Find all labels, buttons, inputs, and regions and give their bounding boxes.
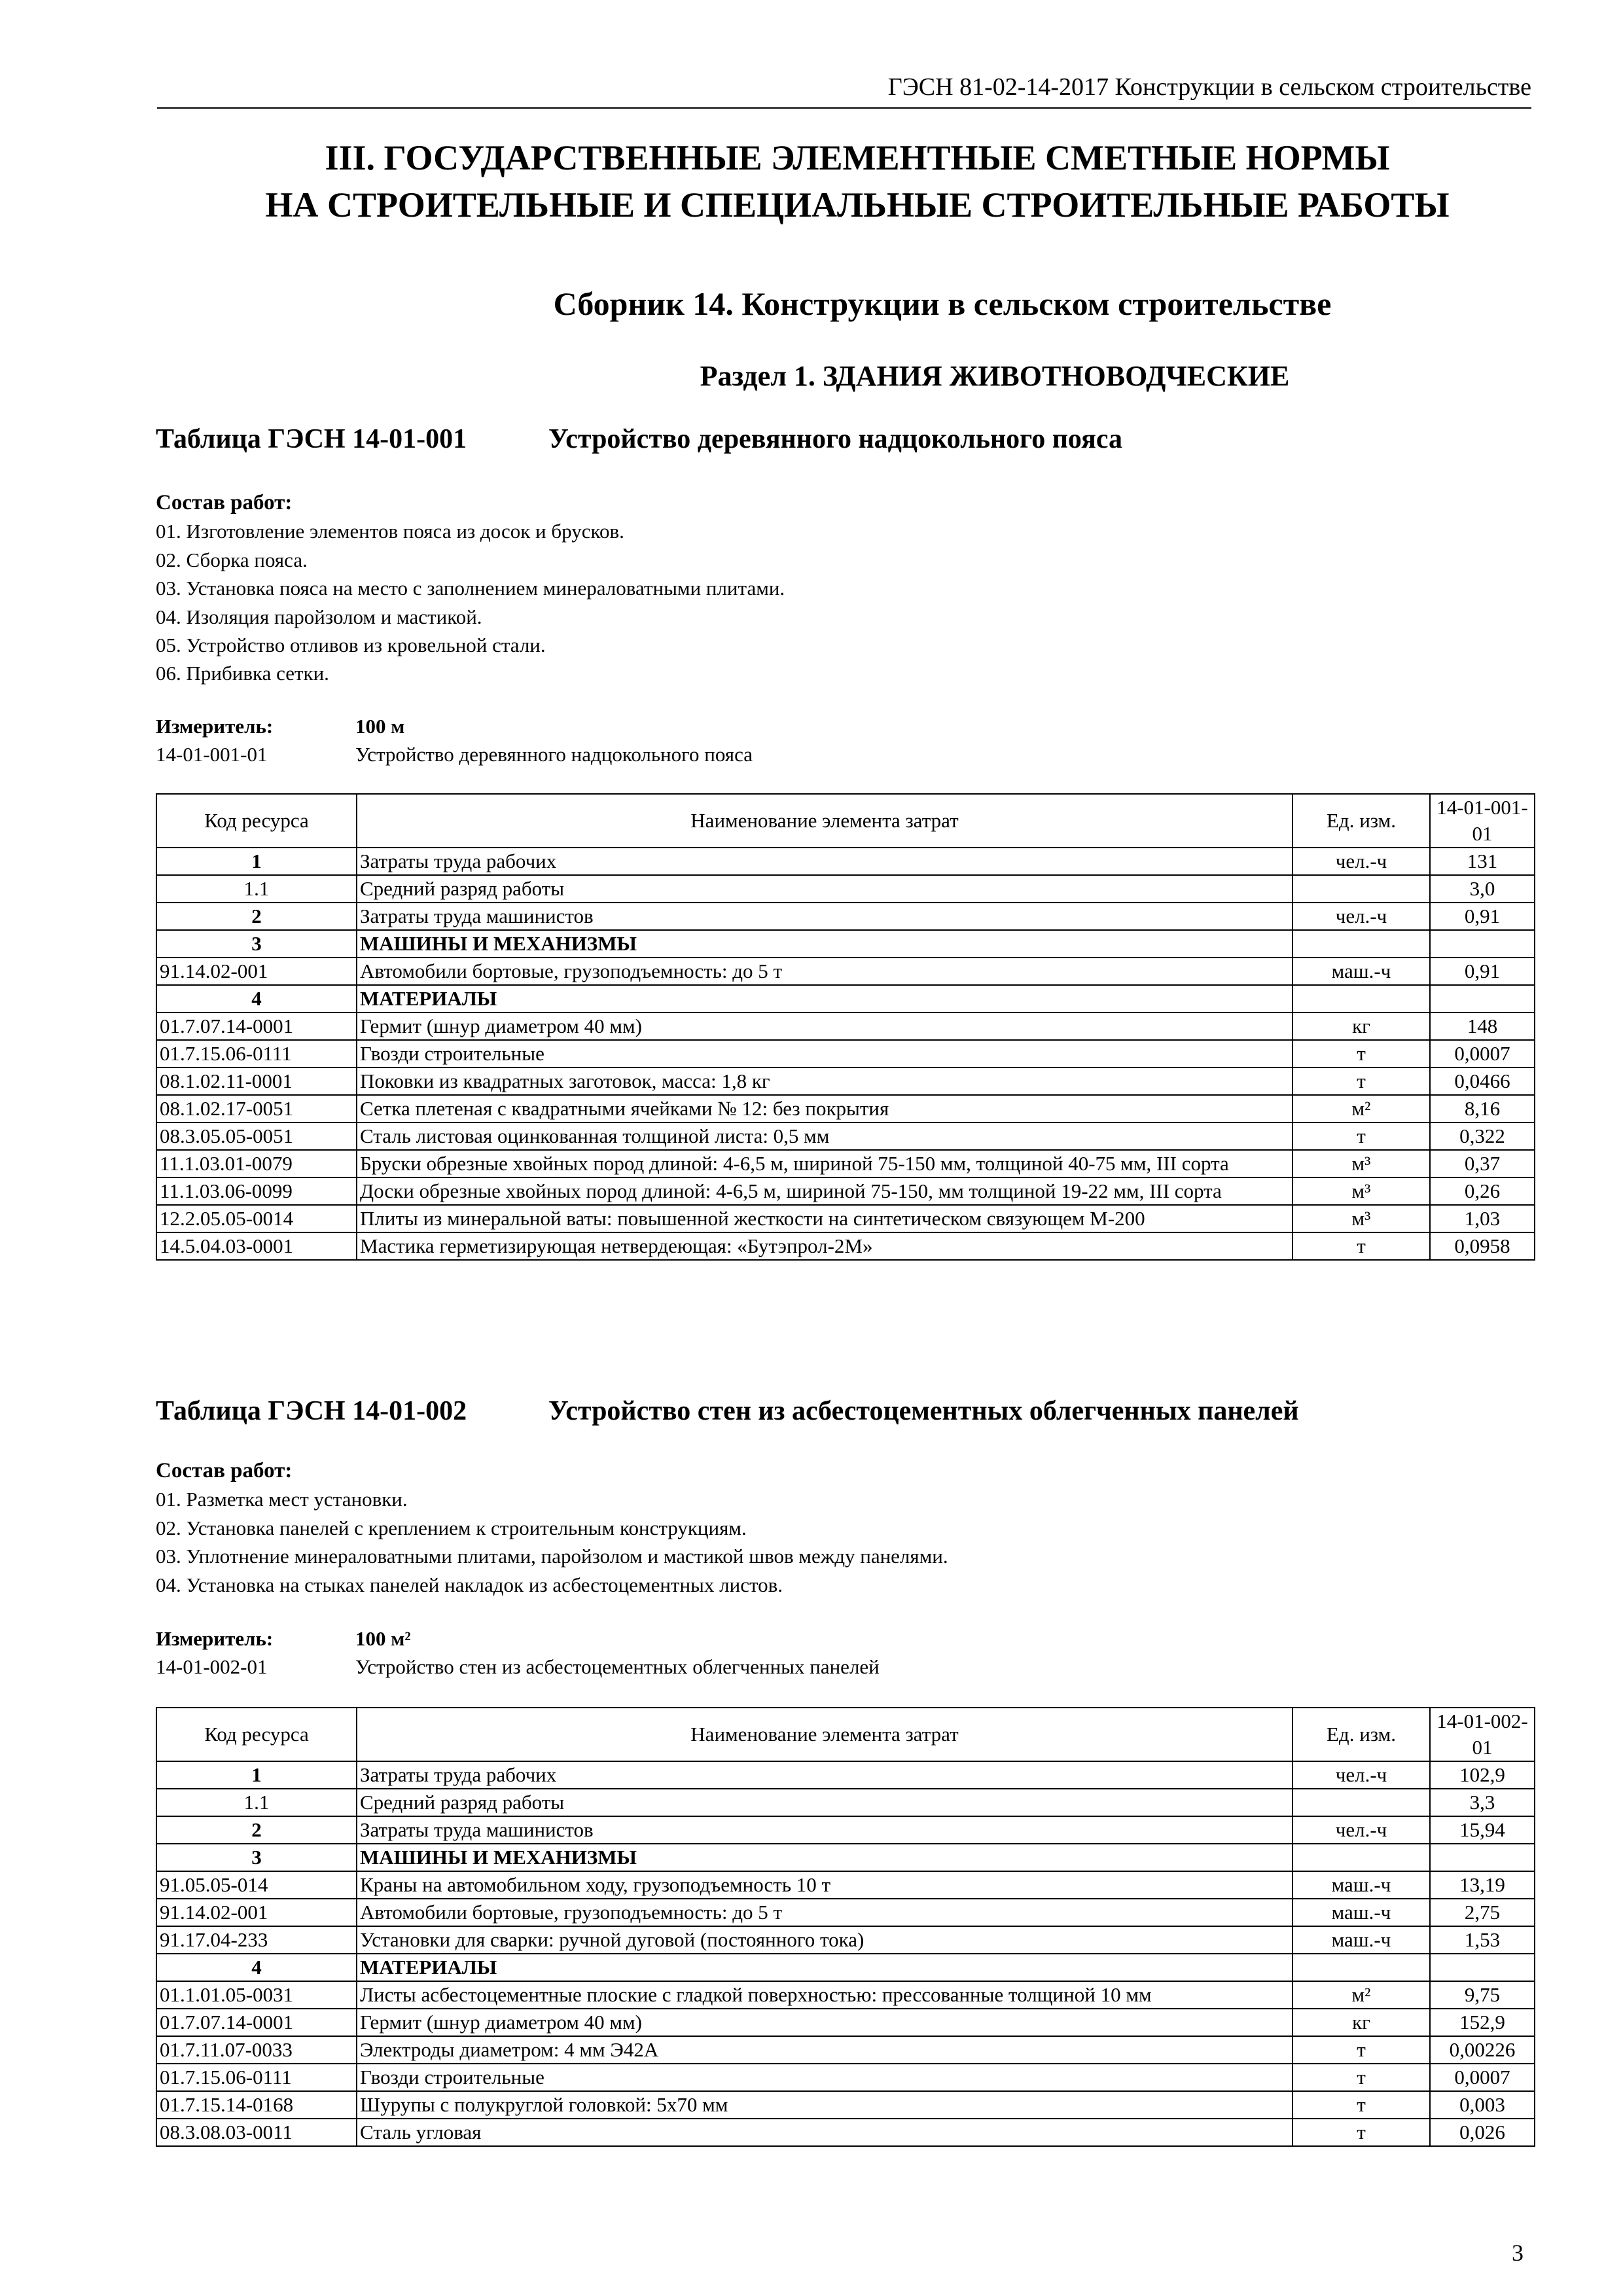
resource-unit: т [1293, 1232, 1430, 1260]
resource-unit [1293, 930, 1430, 958]
header-norm: 14-01-002-01 [1430, 1708, 1535, 1761]
resource-value: 0,0007 [1430, 2064, 1535, 2091]
resource-name: Средний разряд работы [357, 875, 1293, 903]
resource-unit: м² [1293, 1095, 1430, 1122]
resource-name: Гвозди строительные [357, 2064, 1293, 2091]
table-1-measure [156, 712, 753, 768]
resource-unit: м³ [1293, 1150, 1430, 1177]
table-1-composition [156, 489, 785, 688]
table-row [156, 1177, 1535, 1205]
resource-value: 0,026 [1430, 2119, 1535, 2146]
table-row [156, 1232, 1535, 1260]
resource-value: 13,19 [1430, 1871, 1535, 1899]
resource-code: 01.7.15.06-0111 [156, 1040, 357, 1067]
resource-code: 01.7.07.14-0001 [156, 2009, 357, 2036]
resource-code: 1.1 [156, 875, 357, 903]
resource-unit: т [1293, 2091, 1430, 2119]
norm-name: Устройство деревянного надцокольного пояса [355, 743, 753, 766]
table-2-measure [156, 1624, 880, 1681]
resource-name: Плиты из минеральной ваты: повышенной жесткости на синтетическом связующем М-200 [357, 1205, 1293, 1232]
composition-heading: Состав работ: [156, 491, 293, 514]
table-row [156, 1871, 1535, 1899]
resource-value: 0,003 [1430, 2091, 1535, 2119]
resource-value: 1,03 [1430, 1205, 1535, 1232]
resource-unit [1293, 1789, 1430, 1816]
resource-unit [1293, 1844, 1430, 1871]
resource-code: 1.1 [156, 1789, 357, 1816]
resource-name: Автомобили бортовые, грузоподъемность: до 5 т [357, 1899, 1293, 1926]
resource-value: 0,00226 [1430, 2036, 1535, 2064]
resource-unit: т [1293, 1067, 1430, 1095]
resource-name: Мастика герметизирующая нетвердеющая: «Бутэпрол-2М» [357, 1232, 1293, 1260]
resource-value [1430, 985, 1535, 1013]
resource-value: 0,37 [1430, 1150, 1535, 1177]
composition-item: 03. Уплотнение минераловатными плитами, паройзолом и мастикой швов между панелями. [156, 1545, 948, 1568]
measure-label: Измеритель: [156, 715, 274, 738]
resource-unit [1293, 1954, 1430, 1981]
table-row [156, 1122, 1535, 1150]
resource-code: 01.7.15.14-0168 [156, 2091, 357, 2119]
table-row [156, 1067, 1535, 1095]
resource-value: 3,3 [1430, 1789, 1535, 1816]
resource-code: 91.05.05-014 [156, 1871, 357, 1899]
section-title: Раздел 1. ЗДАНИЯ ЖИВОТНОВОДЧЕСКИЕ [700, 360, 1290, 392]
table-row [156, 903, 1535, 930]
header-code: Код ресурса [156, 1708, 357, 1761]
composition-item: 04. Изоляция паройзолом и мастикой. [156, 605, 482, 628]
table-2-title [156, 1393, 1299, 1429]
norm-table-2 [156, 1707, 1535, 2147]
resource-name: Затраты труда рабочих [357, 848, 1293, 875]
resource-name: Затраты труда машинистов [357, 1816, 1293, 1844]
resource-code: 12.2.05.05-0014 [156, 1205, 357, 1232]
table-row [156, 1981, 1535, 2009]
resource-name: МАТЕРИАЛЫ [357, 985, 1293, 1013]
resource-name: Шурупы с полукруглой головкой: 5х70 мм [357, 2091, 1293, 2119]
table-row [156, 1150, 1535, 1177]
table-row [156, 1926, 1535, 1954]
norm-table-1 [156, 793, 1535, 1261]
resource-value: 152,9 [1430, 2009, 1535, 2036]
resource-code: 1 [156, 1761, 357, 1789]
resource-code: 3 [156, 1844, 357, 1871]
measure-value: 100 м² [355, 1627, 411, 1650]
resource-unit: маш.-ч [1293, 1899, 1430, 1926]
page-number: 3 [1512, 2240, 1524, 2266]
table-2-composition [156, 1457, 948, 1599]
table-row [156, 1954, 1535, 1981]
resource-name: Гермит (шнур диаметром 40 мм) [357, 2009, 1293, 2036]
resource-unit: кг [1293, 2009, 1430, 2036]
resource-unit: т [1293, 1040, 1430, 1067]
resource-value: 148 [1430, 1013, 1535, 1040]
resource-name: Гермит (шнур диаметром 40 мм) [357, 1013, 1293, 1040]
norm-code: 14-01-002-01 [156, 1655, 268, 1678]
resource-unit: кг [1293, 1013, 1430, 1040]
resource-value: 0,91 [1430, 903, 1535, 930]
composition-item: 02. Установка панелей с креплением к строительным конструкциям. [156, 1516, 747, 1539]
resource-unit: маш.-ч [1293, 1926, 1430, 1954]
composition-heading: Состав работ: [156, 1459, 293, 1482]
resource-name: МАТЕРИАЛЫ [357, 1954, 1293, 1981]
table-row [156, 875, 1535, 903]
resource-unit: чел.-ч [1293, 903, 1430, 930]
resource-name: Электроды диаметром: 4 мм Э42А [357, 2036, 1293, 2064]
resource-value: 3,0 [1430, 875, 1535, 903]
header-norm: 14-01-001-01 [1430, 794, 1535, 848]
resource-unit: чел.-ч [1293, 1761, 1430, 1789]
table-row [156, 2119, 1535, 2146]
resource-code: 01.7.15.06-0111 [156, 2064, 357, 2091]
resource-code: 2 [156, 1816, 357, 1844]
resource-code: 08.3.05.05-0051 [156, 1122, 357, 1150]
resource-name: Затраты труда рабочих [357, 1761, 1293, 1789]
resource-unit: маш.-ч [1293, 1871, 1430, 1899]
table-1-name: Устройство деревянного надцокольного пояса [548, 424, 1122, 454]
header-unit: Ед. изм. [1293, 1708, 1430, 1761]
resource-value [1430, 930, 1535, 958]
resource-value [1430, 1844, 1535, 1871]
resource-unit: чел.-ч [1293, 1816, 1430, 1844]
resource-name: Затраты труда машинистов [357, 903, 1293, 930]
resource-code: 11.1.03.06-0099 [156, 1177, 357, 1205]
table-1-code: Таблица ГЭСН 14-01-001 [156, 424, 467, 454]
resource-value: 8,16 [1430, 1095, 1535, 1122]
resource-name: Поковки из квадратных заготовок, масса: 1,8 кг [357, 1067, 1293, 1095]
resource-unit: м³ [1293, 1205, 1430, 1232]
resource-value [1430, 1954, 1535, 1981]
part-title-line-1: III. ГОСУДАРСТВЕННЫЕ ЭЛЕМЕНТНЫЕ СМЕТНЫЕ НОРМЫ [325, 138, 1390, 177]
table-2-name: Устройство стен из асбестоцементных облегченных панелей [548, 1396, 1299, 1426]
table-row [156, 1789, 1535, 1816]
header-name: Наименование элемента затрат [357, 1708, 1293, 1761]
resource-name: Сталь угловая [357, 2119, 1293, 2146]
resource-name: Гвозди строительные [357, 1040, 1293, 1067]
resource-name: МАШИНЫ И МЕХАНИЗМЫ [357, 930, 1293, 958]
resource-code: 91.14.02-001 [156, 958, 357, 985]
resource-value: 0,0007 [1430, 1040, 1535, 1067]
header-code: Код ресурса [156, 794, 357, 848]
resource-code: 4 [156, 1954, 357, 1981]
norm-code: 14-01-001-01 [156, 743, 268, 766]
table-row [156, 2064, 1535, 2091]
table-row [156, 1040, 1535, 1067]
resource-code: 08.1.02.17-0051 [156, 1095, 357, 1122]
composition-item: 01. Изготовление элементов пояса из досок и брусков. [156, 520, 624, 543]
resource-name: Доски обрезные хвойных пород длиной: 4-6,5 м, шириной 75-150, мм толщиной 19-22 мм, III сорта [357, 1177, 1293, 1205]
table-row [156, 2009, 1535, 2036]
resource-value: 0,0958 [1430, 1232, 1535, 1260]
resource-code: 01.7.11.07-0033 [156, 2036, 357, 2064]
resource-name: Установки для сварки: ручной дуговой (постоянного тока) [357, 1926, 1293, 1954]
resource-unit: м² [1293, 1981, 1430, 2009]
resource-code: 14.5.04.03-0001 [156, 1232, 357, 1260]
table-row [156, 1816, 1535, 1844]
resource-value: 2,75 [1430, 1899, 1535, 1926]
table-row [156, 2091, 1535, 2119]
resource-unit: т [1293, 2119, 1430, 2146]
resource-unit: т [1293, 2036, 1430, 2064]
resource-value: 9,75 [1430, 1981, 1535, 2009]
resource-name: Автомобили бортовые, грузоподъемность: до 5 т [357, 958, 1293, 985]
resource-unit: т [1293, 2064, 1430, 2091]
table-row [156, 1761, 1535, 1789]
composition-item: 04. Установка на стыках панелей накладок из асбестоцементных листов. [156, 1573, 783, 1596]
composition-item: 05. Устройство отливов из кровельной стали. [156, 634, 546, 657]
resource-unit: чел.-ч [1293, 848, 1430, 875]
resource-unit: м³ [1293, 1177, 1430, 1205]
resource-name: Бруски обрезные хвойных пород длиной: 4-6,5 м, шириной 75-150 мм, толщиной 40-75 мм, III сорта [357, 1150, 1293, 1177]
measure-value: 100 м [355, 715, 405, 738]
table-row [156, 1205, 1535, 1232]
resource-value: 0,91 [1430, 958, 1535, 985]
table-row [156, 1844, 1535, 1871]
resource-unit [1293, 875, 1430, 903]
composition-item: 01. Разметка мест установки. [156, 1488, 408, 1511]
resource-code: 2 [156, 903, 357, 930]
resource-code: 01.1.01.05-0031 [156, 1981, 357, 2009]
resource-code: 08.3.08.03-0011 [156, 2119, 357, 2146]
resource-name: Сетка плетеная с квадратными ячейками № 12: без покрытия [357, 1095, 1293, 1122]
resource-name: Краны на автомобильном ходу, грузоподъемность 10 т [357, 1871, 1293, 1899]
header-unit: Ед. изм. [1293, 794, 1430, 848]
norm-name: Устройство стен из асбестоцементных облегченных панелей [355, 1655, 880, 1678]
table-row [156, 1899, 1535, 1926]
resource-value: 0,26 [1430, 1177, 1535, 1205]
resource-name: Листы асбестоцементные плоские с гладкой поверхностью: прессованные толщиной 10 мм [357, 1981, 1293, 2009]
resource-name: Средний разряд работы [357, 1789, 1293, 1816]
resource-value: 0,0466 [1430, 1067, 1535, 1095]
resource-code: 3 [156, 930, 357, 958]
composition-item: 06. Прибивка сетки. [156, 662, 329, 685]
table-1-title [156, 421, 1122, 457]
table-row [156, 1013, 1535, 1040]
resource-code: 4 [156, 985, 357, 1013]
table-row [156, 958, 1535, 985]
composition-item: 02. Сборка пояса. [156, 548, 308, 571]
resource-unit: т [1293, 1122, 1430, 1150]
table-row [156, 1095, 1535, 1122]
collection-title: Сборник 14. Конструкции в сельском строительстве [553, 285, 1332, 322]
part-title-line-2: НА СТРОИТЕЛЬНЫЕ И СПЕЦИАЛЬНЫЕ СТРОИТЕЛЬНЫЕ РАБОТЫ [265, 185, 1450, 224]
running-header: ГЭСН 81-02-14-2017 Конструкции в сельском строительстве [157, 71, 1531, 109]
resource-name: МАШИНЫ И МЕХАНИЗМЫ [357, 1844, 1293, 1871]
table-row [156, 2036, 1535, 2064]
resource-code: 08.1.02.11-0001 [156, 1067, 357, 1095]
resource-value: 0,322 [1430, 1122, 1535, 1150]
resource-unit [1293, 985, 1430, 1013]
table-row [156, 985, 1535, 1013]
resource-value: 15,94 [1430, 1816, 1535, 1844]
resource-value: 1,53 [1430, 1926, 1535, 1954]
resource-code: 91.17.04-233 [156, 1926, 357, 1954]
measure-label: Измеритель: [156, 1627, 274, 1650]
part-title [105, 134, 1610, 228]
table-row [156, 848, 1535, 875]
resource-value: 131 [1430, 848, 1535, 875]
resource-unit: маш.-ч [1293, 958, 1430, 985]
resource-code: 1 [156, 848, 357, 875]
table-2-code: Таблица ГЭСН 14-01-002 [156, 1396, 467, 1426]
header-name: Наименование элемента затрат [357, 794, 1293, 848]
resource-value: 102,9 [1430, 1761, 1535, 1789]
table-row [156, 930, 1535, 958]
resource-code: 11.1.03.01-0079 [156, 1150, 357, 1177]
resource-name: Сталь листовая оцинкованная толщиной листа: 0,5 мм [357, 1122, 1293, 1150]
resource-code: 01.7.07.14-0001 [156, 1013, 357, 1040]
composition-item: 03. Установка пояса на место с заполнением минераловатными плитами. [156, 577, 785, 600]
resource-code: 91.14.02-001 [156, 1899, 357, 1926]
